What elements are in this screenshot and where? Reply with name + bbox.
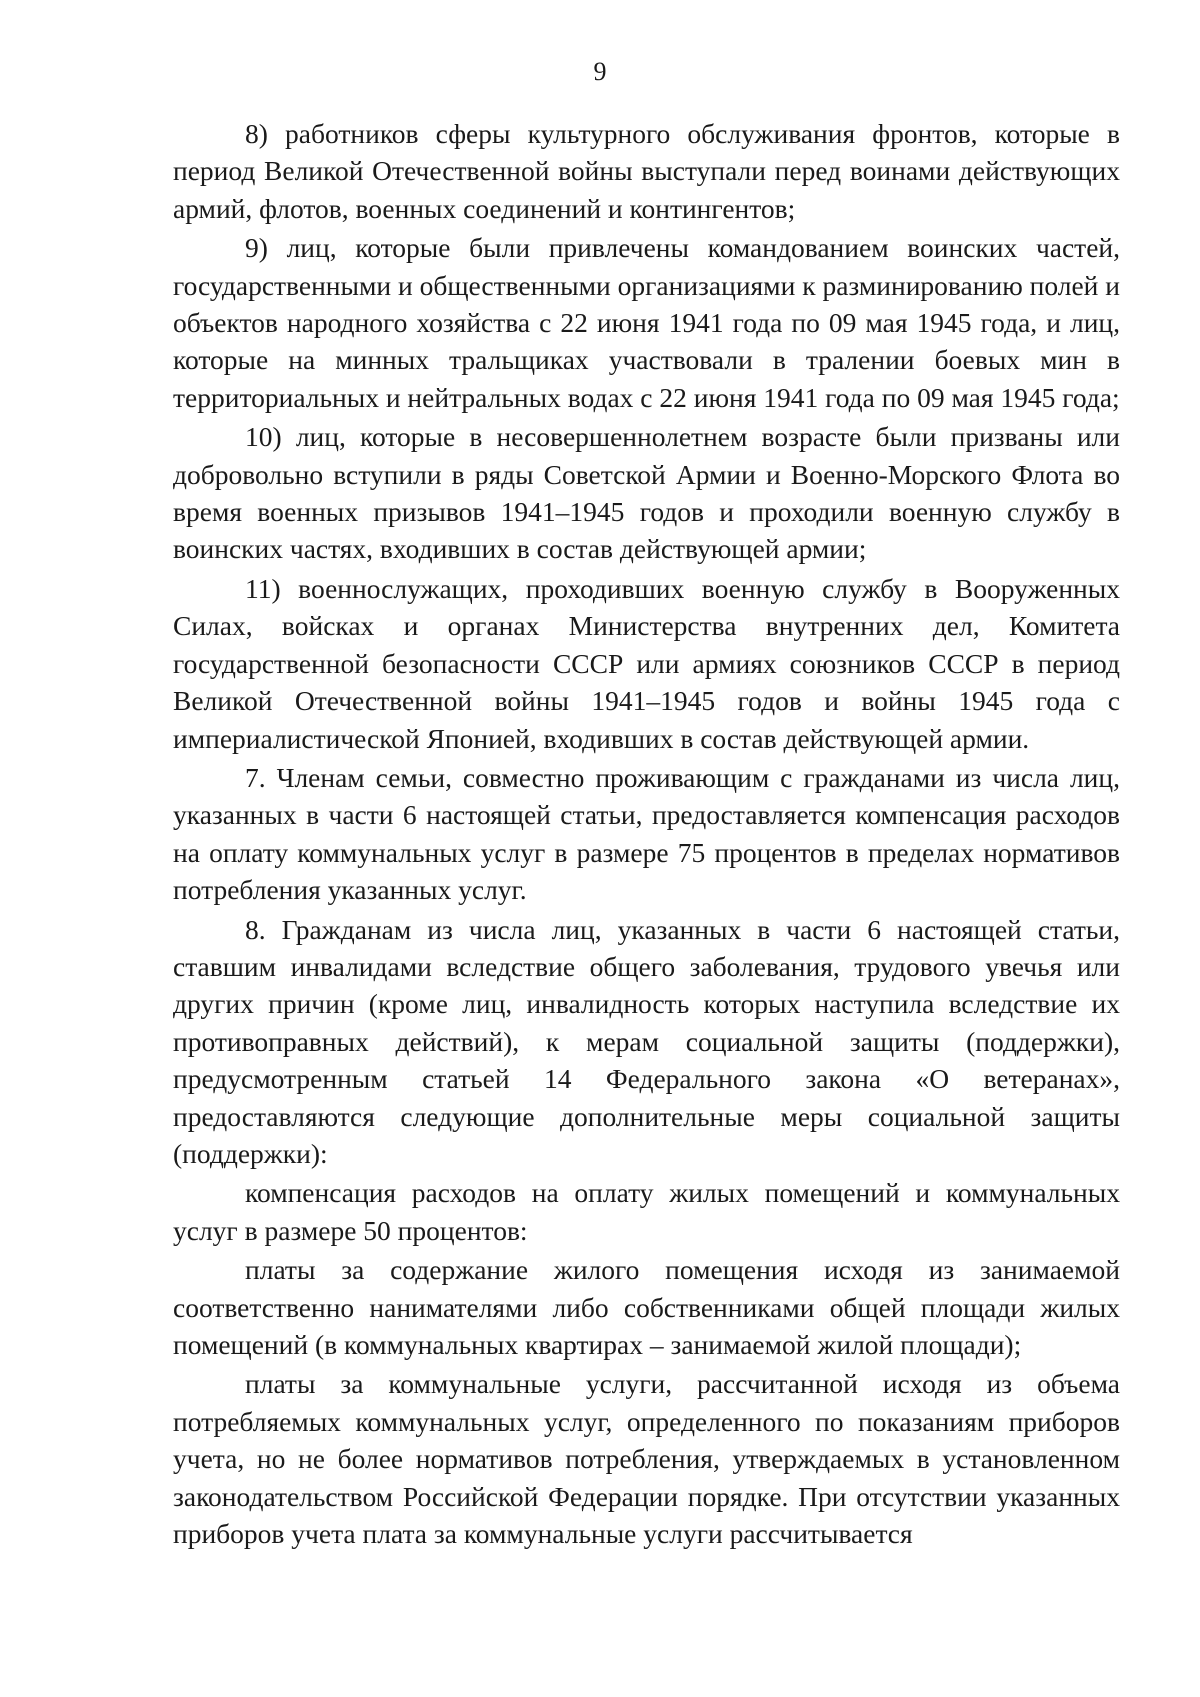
- compensation-paragraph: компенсация расходов на оплату жилых помещений и коммунальных услуг в размере 50 процентов:: [173, 1177, 1120, 1246]
- section-8-disabled-citizens: 8. Гражданам из числа лиц, указанных в части 6 настоящей статьи, ставшим инвалидами вследствие общего заболевания, трудового увечья или других причин (кроме лиц, инвалидность которых наступила вследствие их противоправных действий), к мерам социальной защиты (поддержки), предусмотренным статьей 14 Федерального закона «О ветеранах», предоставляются следующие дополнительные меры социальной защиты (поддержки):: [173, 913, 1120, 1169]
- list-item-11-servicemen: 11) военнослужащих, проходивших военную службу в Вооруженных Силах, войсках и органах Министерства внутренних дел, Комитета государственной безопасности СССР или армиях союзников СССР в период Великой Отечественной войны 1941–1945 годов и войны 1945 года с империалистической Японией, входивших в состав действующей армии.: [173, 572, 1120, 754]
- document-body: [173, 115, 1120, 1552]
- section-7-family-members: 7. Членам семьи, совместно проживающим с гражданами из числа лиц, указанных в части 6 настоящей статьи, предоставляется компенсация расходов на оплату коммунальных услуг в размере 75 процентов в пределах нормативов потребления указанных услуг.: [173, 761, 1120, 906]
- housing-maintenance-paragraph: платы за содержание жилого помещения исходя из занимаемой соответственно нанимателями либо собственниками общей площади жилых помещений (в коммунальных квартирах – занимаемой жилой площади);: [173, 1254, 1120, 1360]
- list-item-9-demining-persons: 9) лиц, которые были привлечены командованием воинских частей, государственными и общественными организациями к разминированию полей и объектов народного хозяйства с 22 июня 1941 года по 09 мая 1945 года, и лиц, которые на минных тральщиках участвовали в тралении боевых мин в территориальных и нейтральных водах с 22 июня 1941 года по 09 мая 1945 года;: [173, 232, 1120, 413]
- utilities-payment-paragraph: платы за коммунальные услуги, рассчитанной исходя из объема потребляемых коммунальных услуг, определенного по показаниям приборов учета, но не более нормативов потребления, утверждаемых в установленном законодательством Российской Федерации порядке. При отсутствии указанных приборов учета плата за коммунальные услуги рассчитывается: [173, 1368, 1120, 1550]
- page-number: 9: [593, 57, 607, 86]
- list-item-10-underage-conscripts: 10) лиц, которые в несовершеннолетнем возрасте были призваны или добровольно вступили в ряды Советской Армии и Военно-Морского Флота во время военных призывов 1941–1945 годов и проходили военную службу в воинских частях, входивших в состав действующей армии;: [173, 421, 1120, 565]
- list-item-8-culture-workers: 8) работников сферы культурного обслуживания фронтов, которые в период Великой Отечественной войны выступали перед воинами действующих армий, флотов, военных соединений и контингентов;: [173, 118, 1120, 224]
